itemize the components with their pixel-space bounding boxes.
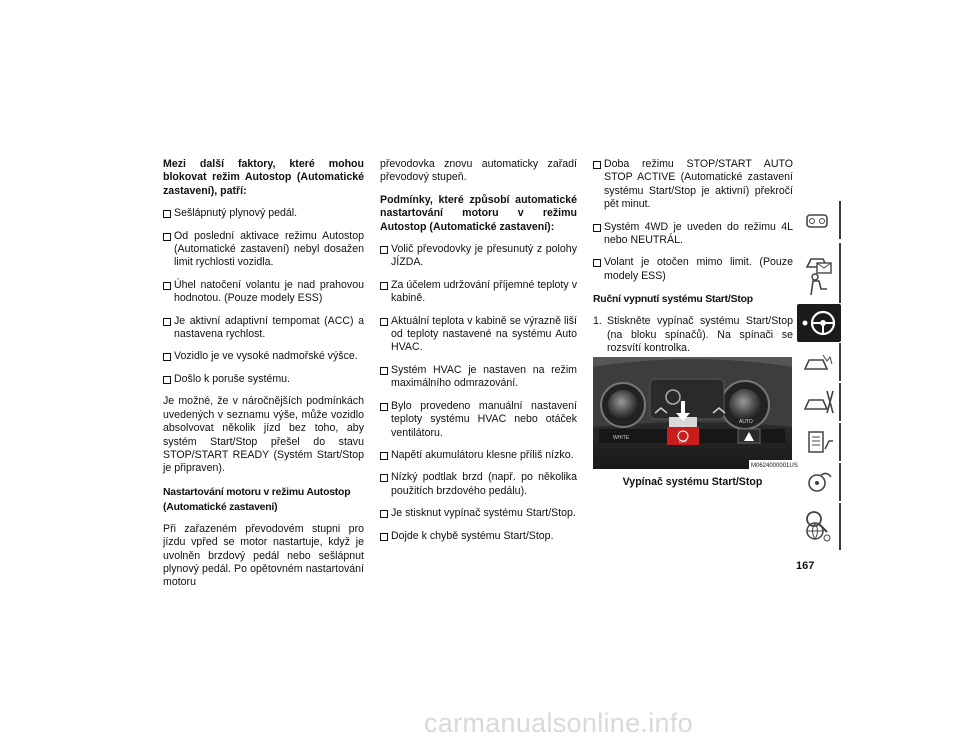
list-item: Za účelem udržování příjemné teploty v kabině. xyxy=(380,279,577,306)
white-label: WHITE xyxy=(613,435,630,441)
tab-rule xyxy=(839,463,841,501)
off-label: OFF xyxy=(679,439,687,444)
checkbox-bullet-icon xyxy=(380,533,388,541)
checkbox-bullet-icon xyxy=(380,367,388,375)
photo-code: M0624000001US xyxy=(751,463,798,469)
checkbox-bullet-icon xyxy=(163,210,171,218)
checkbox-bullet-icon xyxy=(380,510,388,518)
list-item: Systém 4WD je uveden do režimu 4L nebo NEUTRÁL. xyxy=(593,221,793,248)
tab-rule xyxy=(839,512,841,550)
start-stop-switch-photo xyxy=(593,357,798,469)
page-number: 167 xyxy=(796,560,815,572)
checkbox-bullet-icon xyxy=(380,452,388,460)
list-item: Aktuální teplota v kabině se výrazně liší od teploty nastavené na systému Auto HVAC. xyxy=(380,315,577,355)
list-item: Nízký podtlak brzd (např. po několika použitích brzdového pedálu). xyxy=(380,471,577,498)
list-item: Sešlápnutý plynový pedál. xyxy=(163,207,364,220)
tab-rule xyxy=(839,383,841,421)
column-2 xyxy=(380,158,577,552)
list-item: Je aktivní adaptivní tempomat (ACC) a nastavena rychlost. xyxy=(163,315,364,342)
chapter-tab-selected[interactable] xyxy=(797,304,841,342)
steering-wheel-icon xyxy=(797,304,841,342)
list-item: Napětí akumulátoru klesne příliš nízko. xyxy=(380,449,577,462)
checkbox-bullet-icon xyxy=(163,233,171,241)
tab-rule xyxy=(839,343,841,381)
list-item: Doba režimu STOP/START AUTO STOP ACTIVE (Automatické zastavení systému Start/Stop je aktivní) překročí pět minut. xyxy=(593,158,793,212)
checkbox-bullet-icon xyxy=(380,474,388,482)
list-item: Vozidlo je ve vysoké nadmořské výšce. xyxy=(163,350,364,363)
car-crash-icon xyxy=(797,343,841,381)
column-1 xyxy=(163,158,364,599)
auto-label: AUTO xyxy=(739,419,753,425)
paragraph: převodovka znovu automaticky zařadí převodový stupeň. xyxy=(380,158,577,184)
car-dashboard-icon xyxy=(797,201,841,239)
checkbox-bullet-icon xyxy=(163,318,171,326)
tab-rule xyxy=(839,423,841,461)
column-3 xyxy=(593,158,793,363)
checkbox-bullet-icon xyxy=(593,224,601,232)
list-item: Volič převodovky je přesunutý z polohy JÍZDA. xyxy=(380,243,577,270)
chapter-tab[interactable] xyxy=(797,383,841,421)
list-item: Dojde k chybě systému Start/Stop. xyxy=(380,530,577,543)
chapter-tab[interactable] xyxy=(797,463,841,501)
passenger-safety-icon xyxy=(797,265,841,303)
tab-rule xyxy=(839,265,841,303)
autostop-block-intro: Mezi další faktory, které mohou blokovat režim Autostop (Automatické zastavení), patří: xyxy=(163,158,364,197)
paragraph: Je možné, že v náročnějších podmínkách uvedených v seznamu výše, může vozidlo absolvovat několik jízd bez toho, aby systém Start/Stop přešel do stavu STOP/START READY (Systém Start/Stop je připraven). xyxy=(163,395,364,475)
car-tools-icon xyxy=(797,383,841,421)
list-item: Volant je otočen mimo limit. (Pouze modely ESS) xyxy=(593,256,793,283)
checkbox-bullet-icon xyxy=(380,318,388,326)
chapter-tab[interactable] xyxy=(797,265,841,303)
section-heading: Nastartování motoru v režimu Autostop (Automatické zastavení) xyxy=(163,486,351,513)
chapter-tab[interactable] xyxy=(797,512,841,550)
chapter-tab[interactable] xyxy=(797,343,841,381)
list-item: Bylo provedeno manuální nastavení teploty systému HVAC nebo otáček ventilátoru. xyxy=(380,400,577,440)
checkbox-bullet-icon xyxy=(380,246,388,254)
list-item: Došlo k poruše systému. xyxy=(163,373,364,386)
section-heading: Ruční vypnutí systému Start/Stop xyxy=(593,294,753,306)
language-icon xyxy=(797,512,841,550)
restart-conditions-intro: Podmínky, které způsobí automatické nastartování motoru v režimu Autostop (Automatické zastavení): xyxy=(380,193,577,233)
checkbox-bullet-icon xyxy=(163,282,171,290)
list-item: Od poslední aktivace režimu Autostop (Automatické zastavení) nebyl dosažen limit rychlosti vozidla. xyxy=(163,230,364,270)
list-item: Je stisknut vypínač systému Start/Stop. xyxy=(380,507,577,520)
checkbox-bullet-icon xyxy=(380,403,388,411)
tab-rule xyxy=(839,201,841,239)
maintenance-list-icon xyxy=(797,423,841,461)
checkbox-bullet-icon xyxy=(163,376,171,384)
multimedia-icon xyxy=(797,463,841,501)
numbered-step: 1. Stiskněte vypínač systému Start/Stop (na bloku spínačů). Na spínači se rozsvítí kontrolka. xyxy=(593,315,793,355)
chapter-tab[interactable] xyxy=(797,201,841,239)
paragraph: Při zařazeném převodovém stupni pro jízdu vpřed se motor nastartuje, když je uvolněn brzdový pedál nebo sešlápnut plynový pedál. Po opětovném nastartování motoru xyxy=(163,522,364,589)
checkbox-bullet-icon xyxy=(163,353,171,361)
checkbox-bullet-icon xyxy=(380,282,388,290)
photo-caption: Vypínač systému Start/Stop xyxy=(622,476,763,488)
chapter-tab[interactable] xyxy=(797,423,841,461)
checkbox-bullet-icon xyxy=(593,161,601,169)
checkbox-bullet-icon xyxy=(593,259,601,267)
list-item: Úhel natočení volantu je nad prahovou hodnotou. (Pouze modely ESS) xyxy=(163,279,364,306)
list-item: Systém HVAC je nastaven na režim maximálního odmrazování. xyxy=(380,364,577,391)
watermark-text: carmanualsonline.info xyxy=(424,708,693,738)
